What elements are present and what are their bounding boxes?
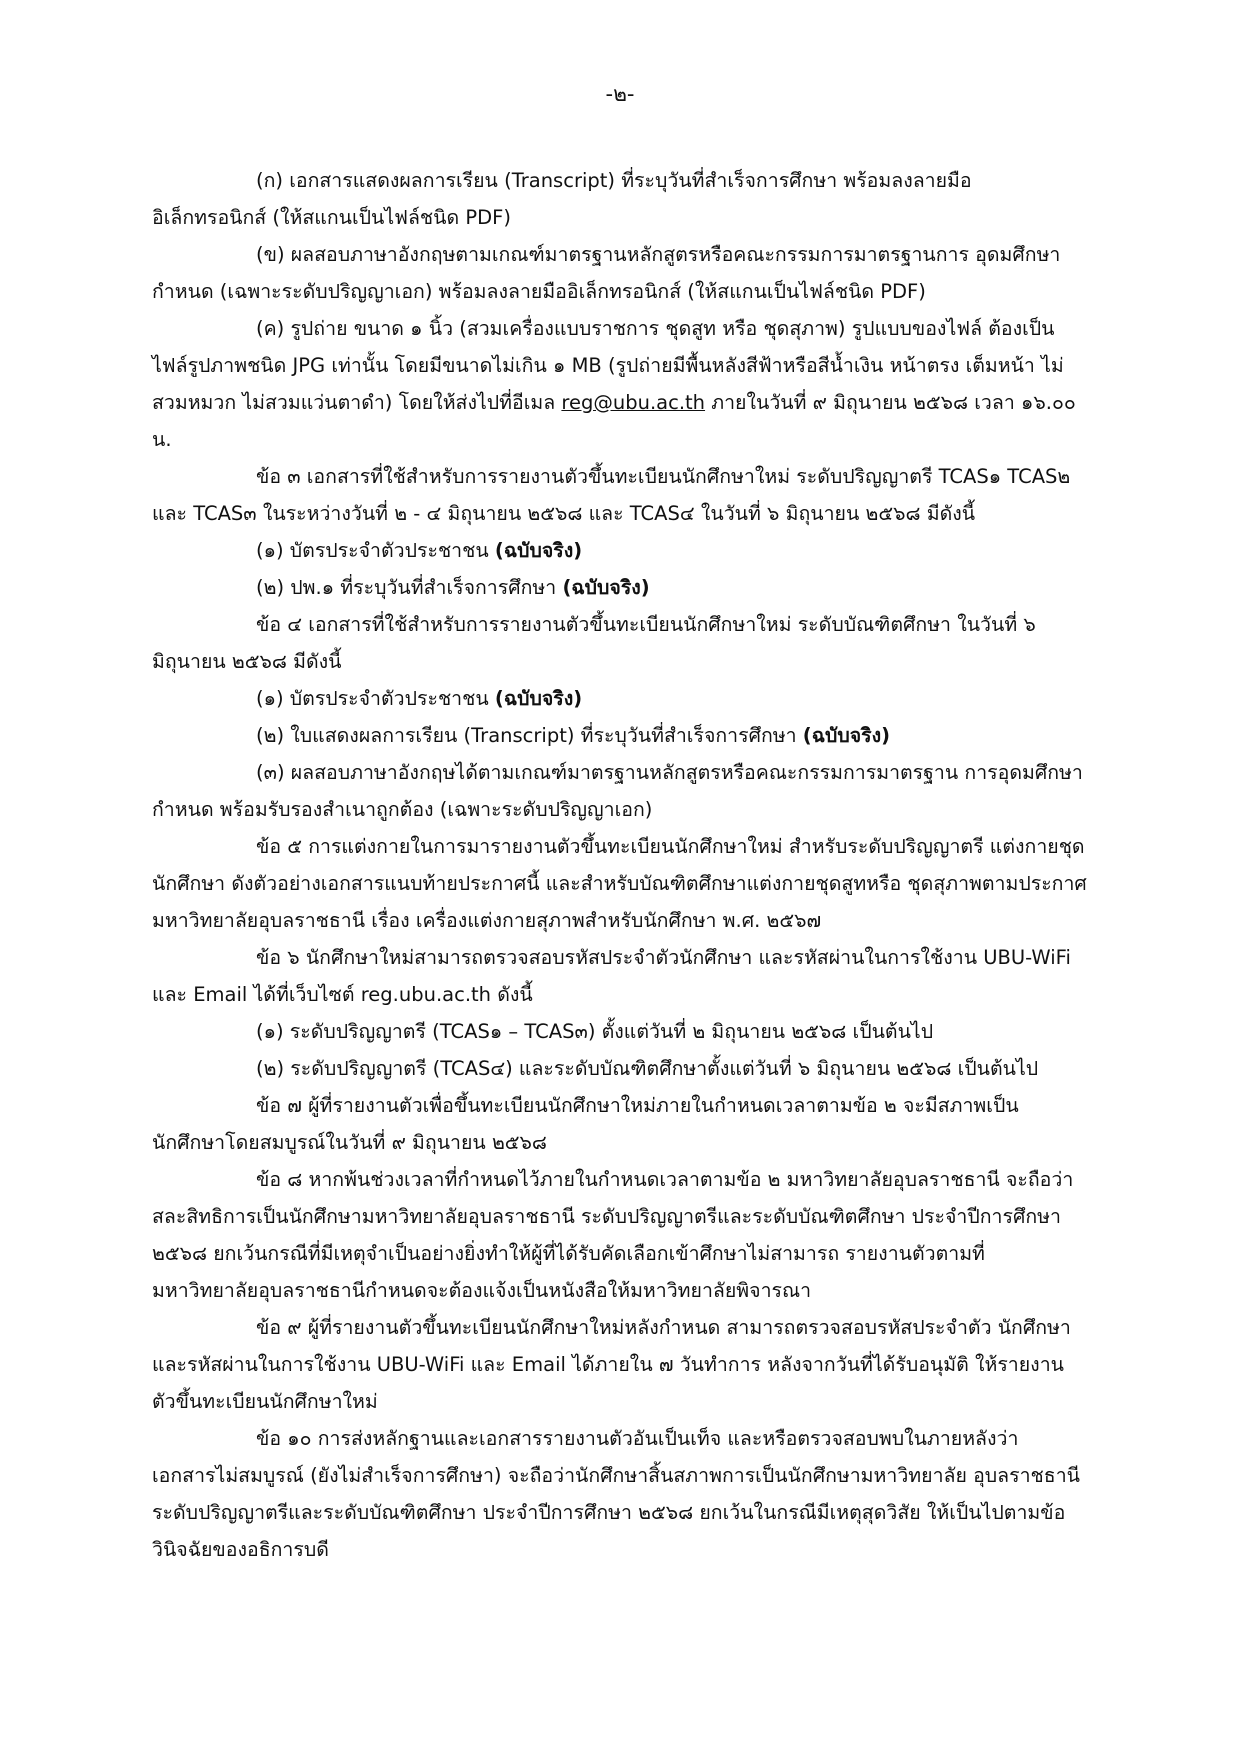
paragraph-b-english-test: (ข) ผลสอบภาษาอังกฤษตามเกณฑ์มาตรฐานหลักสูตรหรือคณะกรรมการมาตรฐานการ อุดมศึกษากำหนด (เฉพาะระดับปริญญาเอก) พร้อมลงลายมืออิเล็กทรอนิกส์ (ให้สแกนเป็นไฟล์ชนิด PDF) (152, 243, 1061, 303)
email-link[interactable]: reg@ubu.ac.th (561, 391, 706, 414)
item-4-2 (152, 717, 1087, 754)
item-4-2-text: (๒) ใบแสดงผลการเรียน (Transcript) ที่ระบุวันที่สำเร็จการศึกษา (256, 724, 797, 747)
item-3-1-bold: (ฉบับจริง) (494, 539, 583, 562)
item-4-paragraph: ข้อ ๔ เอกสารที่ใช้สำหรับการรายงานตัวขึ้นทะเบียนนักศึกษาใหม่ ระดับบัณฑิตศึกษา ในวันที่ ๖ มิถุนายน ๒๕๖๘ มีดังนี้ (152, 613, 1036, 673)
item-7-paragraph: ข้อ ๗ ผู้ที่รายงานตัวเพื่อขึ้นทะเบียนนักศึกษาใหม่ภายในกำหนดเวลาตามข้อ ๒ จะมีสภาพเป็น นักศึกษาโดยสมบูรณ์ในวันที่ ๙ มิถุนายน ๒๕๖๘ (152, 1094, 1019, 1154)
item-4-3: (๓) ผลสอบภาษาอังกฤษได้ตามเกณฑ์มาตรฐานหลักสูตรหรือคณะกรรมการมาตรฐาน การอุดมศึกษากำหนด พร้อมรับรองสำเนาถูกต้อง (เฉพาะระดับปริญญาเอก) (152, 761, 1083, 821)
item-3-1-text: (๑) บัตรประจำตัวประชาชน (256, 539, 489, 562)
item-4-1 (152, 680, 1087, 717)
item-8-paragraph: ข้อ ๘ หากพ้นช่วงเวลาที่กำหนดไว้ภายในกำหนดเวลาตามข้อ ๒ มหาวิทยาลัยอุบลราชธานี จะถือว่าสละสิทธิการเป็นนักศึกษามหาวิทยาลัยอุบลราชธานี ระดับปริญญาตรีและระดับบัณฑิตศึกษา ประจำปีการศึกษา ๒๕๖๘ ยกเว้นกรณีที่มีเหตุจำเป็นอย่างยิ่งทำให้ผู้ที่ได้รับคัดเลือกเข้าศึกษาไม่สามารถ รายงานตัวตามที่มหาวิทยาลัยอุบลราชธานีกำหนดจะต้องแจ้งเป็นหนังสือให้มหาวิทยาลัยพิจารณา (152, 1168, 1074, 1302)
item-9-paragraph: ข้อ ๙ ผู้ที่รายงานตัวขึ้นทะเบียนนักศึกษาใหม่หลังกำหนด สามารถตรวจสอบรหัสประจำตัว นักศึกษา และรหัสผ่านในการใช้งาน UBU-WiFi และ Email ได้ภายใน ๗ วันทำการ หลังจากวันที่ได้รับอนุมัติ ให้รายงานตัวขึ้นทะเบียนนักศึกษาใหม่ (152, 1316, 1071, 1413)
item-3-2 (152, 569, 1087, 606)
item-6-1: (๑) ระดับปริญญาตรี (TCAS๑ – TCAS๓) ตั้งแต่วันที่ ๒ มิถุนายน ๒๕๖๘ เป็นต้นไป (256, 1020, 934, 1043)
item-3-2-bold: (ฉบับจริง) (562, 576, 650, 599)
document-body (152, 162, 1087, 1568)
item-3-paragraph: ข้อ ๓ เอกสารที่ใช้สำหรับการรายงานตัวขึ้นทะเบียนนักศึกษาใหม่ ระดับปริญญาตรี TCAS๑ TCAS๒ และ TCAS๓ ในระหว่างวันที่ ๒ - ๔ มิถุนายน ๒๕๖๘ และ TCAS๔ ในวันที่ ๖ มิถุนายน ๒๕๖๘ มีดังนี้ (152, 465, 1071, 525)
item-3-1 (152, 532, 1087, 569)
item-4-1-bold: (ฉบับจริง) (494, 687, 583, 710)
paragraph-c-text-after: ภายในวันที่ ๙ มิถุนายน ๒๕๖๘ เวลา ๑๖.๐๐ น. (152, 391, 1076, 451)
paragraph-a-transcript: (ก) เอกสารแสดงผลการเรียน (Transcript) ที่ระบุวันที่สำเร็จการศึกษา พร้อมลงลายมือ อิเล็กทรอนิกส์ (ให้สแกนเป็นไฟล์ชนิด PDF) (152, 169, 972, 229)
paragraph-c-text-before: (ค) รูปถ่าย ขนาด ๑ นิ้ว (สวมเครื่องแบบราชการ ชุดสูท หรือ ชุดสุภาพ) รูปแบบของไฟล์ ต้องเป็นไฟล์รูปภาพชนิด JPG เท่านั้น โดยมีขนาดไม่เกิน ๑ MB (รูปถ่ายมีพื้นหลังสีฟ้าหรือสีน้ำเงิน หน้าตรง เต็มหน้า ไม่สวมหมวก ไม่สวมแว่นตาดำ) โดยให้ส่งไปที่อีเมล (152, 317, 1064, 414)
item-6-paragraph: ข้อ ๖ นักศึกษาใหม่สามารถตรวจสอบรหัสประจำตัวนักศึกษา และรหัสผ่านในการใช้งาน UBU-WiFi และ Email ได้ที่เว็บไซต์ reg.ubu.ac.th ดังนี้ (152, 946, 1071, 1006)
item-6-2: (๒) ระดับปริญญาตรี (TCAS๔) และระดับบัณฑิตศึกษาตั้งแต่วันที่ ๖ มิถุนายน ๒๕๖๘ เป็นต้นไป (256, 1057, 1039, 1080)
paragraph-c-photo (152, 310, 1087, 458)
page-number: -๒- (605, 82, 635, 106)
item-3-2-text: (๒) ปพ.๑ ที่ระบุวันที่สำเร็จการศึกษา (256, 576, 557, 599)
item-10-paragraph: ข้อ ๑๐ การส่งหลักฐานและเอกสารรายงานตัวอันเป็นเท็จ และหรือตรวจสอบพบในภายหลังว่า เอกสารไม่สมบูรณ์ (ยังไม่สำเร็จการศึกษา) จะถือว่านักศึกษาสิ้นสภาพการเป็นนักศึกษามหาวิทยาลัย อุบลราชธานี ระดับปริญญาตรีและระดับบัณฑิตศึกษา ประจำปีการศึกษา ๒๕๖๘ ยกเว้นในกรณีมีเหตุสุดวิสัย ให้เป็นไปตามข้อวินิจฉัยของอธิการบดี (152, 1427, 1080, 1561)
item-4-1-text: (๑) บัตรประจำตัวประชาชน (256, 687, 489, 710)
item-4-2-bold: (ฉบับจริง) (802, 724, 891, 747)
item-5-paragraph: ข้อ ๕ การแต่งกายในการมารายงานตัวขึ้นทะเบียนนักศึกษาใหม่ สำหรับระดับปริญญาตรี แต่งกายชุดนักศึกษา ดังตัวอย่างเอกสารแนบท้ายประกาศนี้ และสำหรับบัณฑิตศึกษาแต่งกายชุดสูทหรือ ชุดสุภาพตามประกาศมหาวิทยาลัยอุบลราชธานี เรื่อง เครื่องแต่งกายสุภาพสำหรับนักศึกษา พ.ศ. ๒๕๖๗ (152, 835, 1087, 932)
